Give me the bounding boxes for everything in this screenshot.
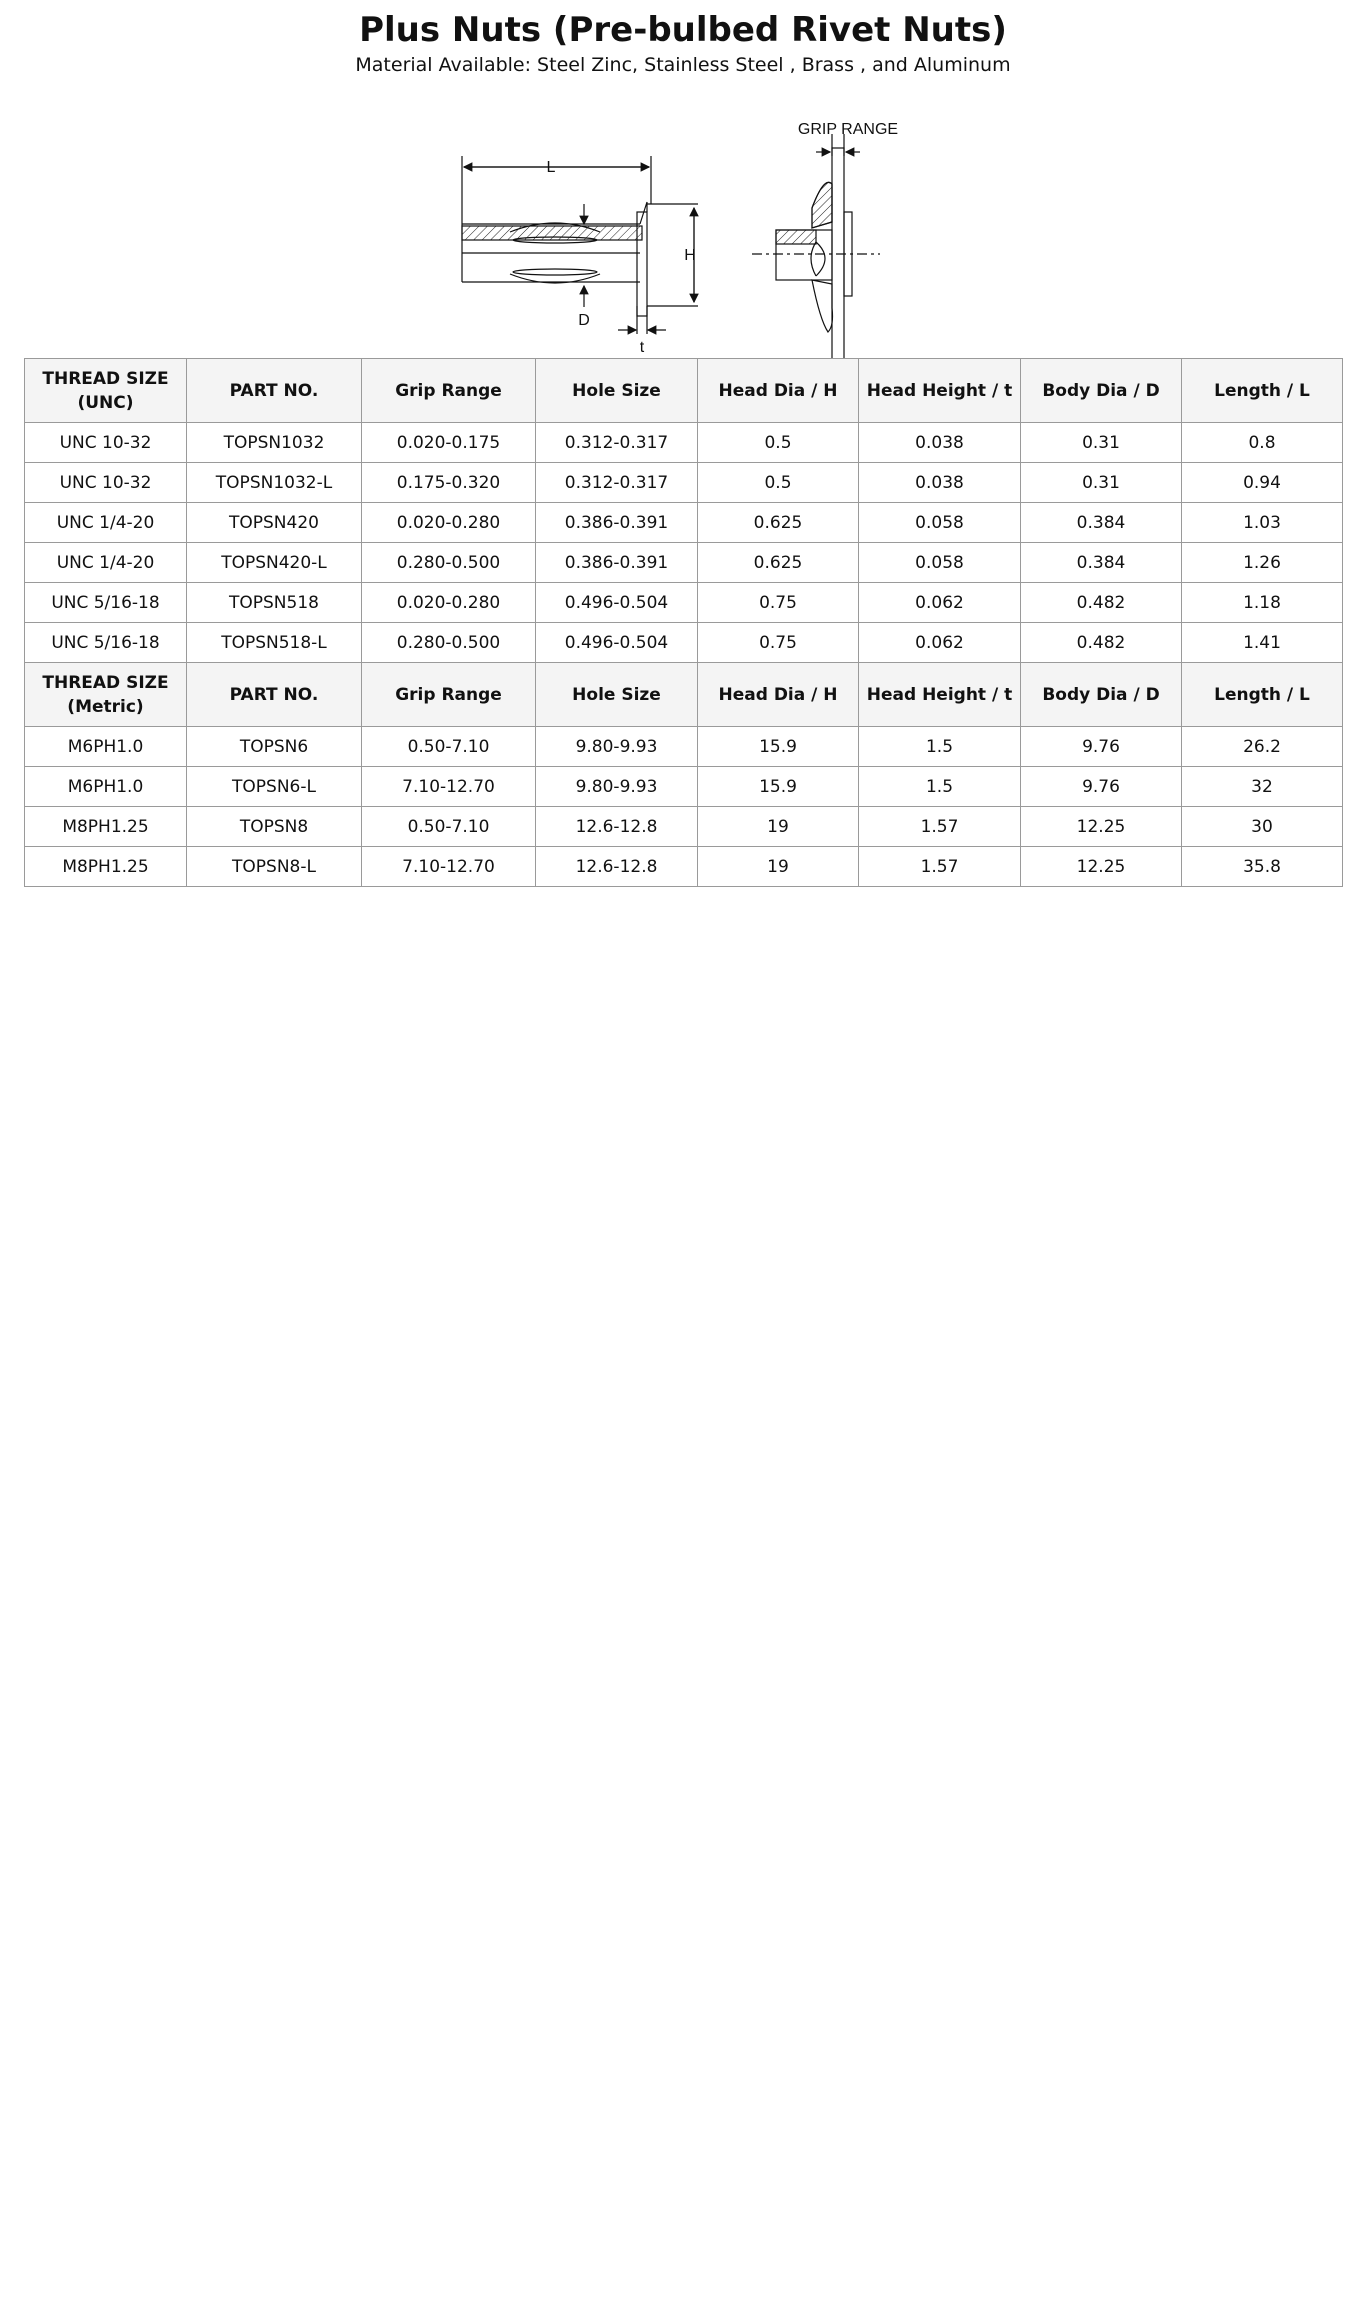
cell-length: 26.2 bbox=[1182, 727, 1343, 767]
cell-body-dia: 0.482 bbox=[1021, 583, 1182, 623]
cell-body-dia: 0.31 bbox=[1021, 463, 1182, 503]
cell-head-height: 0.058 bbox=[859, 543, 1021, 583]
cell-head-dia: 0.75 bbox=[698, 583, 859, 623]
cell-thread-size: UNC 5/16-18 bbox=[25, 623, 187, 663]
col-thread-size: THREAD SIZE (Metric) bbox=[25, 663, 187, 727]
header-row-metric bbox=[25, 663, 1343, 727]
cell-grip-range: 0.280-0.500 bbox=[362, 543, 536, 583]
col-head-height: Head Height / t bbox=[859, 663, 1021, 727]
cell-part-no: TOPSN6 bbox=[187, 727, 362, 767]
label-body-dia: D bbox=[578, 312, 590, 329]
cell-hole-size: 0.312-0.317 bbox=[536, 423, 698, 463]
cell-head-height: 1.5 bbox=[859, 727, 1021, 767]
col-hole-size: Hole Size bbox=[536, 663, 698, 727]
cell-thread-size: M6PH1.0 bbox=[25, 727, 187, 767]
cell-part-no: TOPSN1032 bbox=[187, 423, 362, 463]
cell-hole-size: 9.80-9.93 bbox=[536, 727, 698, 767]
cell-grip-range: 0.280-0.500 bbox=[362, 623, 536, 663]
table-row bbox=[25, 847, 1343, 887]
cell-length: 1.26 bbox=[1182, 543, 1343, 583]
label-length: L bbox=[546, 159, 556, 176]
cell-length: 1.41 bbox=[1182, 623, 1343, 663]
cell-thread-size: M8PH1.25 bbox=[25, 807, 187, 847]
unc-rows bbox=[25, 423, 1343, 663]
col-body-dia: Body Dia / D bbox=[1021, 359, 1182, 423]
table-row bbox=[25, 423, 1343, 463]
cell-head-height: 0.062 bbox=[859, 583, 1021, 623]
table-row bbox=[25, 463, 1343, 503]
col-hole-size: Hole Size bbox=[536, 359, 698, 423]
cell-hole-size: 0.312-0.317 bbox=[536, 463, 698, 503]
side-view-drawing bbox=[462, 156, 698, 334]
cell-grip-range: 0.175-0.320 bbox=[362, 463, 536, 503]
cell-thread-size: UNC 5/16-18 bbox=[25, 583, 187, 623]
metric-section bbox=[25, 663, 1343, 727]
col-head-height: Head Height / t bbox=[859, 359, 1021, 423]
cell-head-dia: 0.5 bbox=[698, 463, 859, 503]
cell-grip-range: 7.10-12.70 bbox=[362, 847, 536, 887]
cell-head-height: 0.058 bbox=[859, 503, 1021, 543]
cell-part-no: TOPSN518-L bbox=[187, 623, 362, 663]
header-row-unc bbox=[25, 359, 1343, 423]
cell-head-height: 1.57 bbox=[859, 807, 1021, 847]
col-grip-range: Grip Range bbox=[362, 663, 536, 727]
label-head-dia: H bbox=[684, 247, 696, 264]
cell-hole-size: 0.386-0.391 bbox=[536, 543, 698, 583]
cell-part-no: TOPSN8 bbox=[187, 807, 362, 847]
page-title: Plus Nuts (Pre-bulbed Rivet Nuts) bbox=[359, 10, 1007, 50]
cell-head-height: 0.038 bbox=[859, 423, 1021, 463]
cell-part-no: TOPSN518 bbox=[187, 583, 362, 623]
cell-head-dia: 15.9 bbox=[698, 767, 859, 807]
cell-hole-size: 12.6-12.8 bbox=[536, 847, 698, 887]
material-subtitle: Material Available: Steel Zinc, Stainless Steel , Brass , and Aluminum bbox=[355, 54, 1011, 76]
cell-thread-size: UNC 10-32 bbox=[25, 423, 187, 463]
col-body-dia: Body Dia / D bbox=[1021, 663, 1182, 727]
table-row bbox=[25, 583, 1343, 623]
cell-head-height: 1.57 bbox=[859, 847, 1021, 887]
table-row bbox=[25, 623, 1343, 663]
cell-part-no: TOPSN1032-L bbox=[187, 463, 362, 503]
col-grip-range: Grip Range bbox=[362, 359, 536, 423]
cell-hole-size: 12.6-12.8 bbox=[536, 807, 698, 847]
cell-head-dia: 0.75 bbox=[698, 623, 859, 663]
cell-grip-range: 0.020-0.175 bbox=[362, 423, 536, 463]
cell-hole-size: 0.496-0.504 bbox=[536, 583, 698, 623]
cell-head-dia: 15.9 bbox=[698, 727, 859, 767]
cell-body-dia: 0.384 bbox=[1021, 503, 1182, 543]
cell-length: 0.8 bbox=[1182, 423, 1343, 463]
table-row bbox=[25, 767, 1343, 807]
rivet-nut-diagram bbox=[440, 112, 960, 362]
cell-body-dia: 12.25 bbox=[1021, 807, 1182, 847]
cell-head-height: 1.5 bbox=[859, 767, 1021, 807]
cell-length: 1.18 bbox=[1182, 583, 1343, 623]
cell-thread-size: UNC 10-32 bbox=[25, 463, 187, 503]
table-row bbox=[25, 503, 1343, 543]
thread-unit-metric: (Metric) bbox=[67, 696, 144, 717]
cell-head-dia: 19 bbox=[698, 807, 859, 847]
cell-length: 30 bbox=[1182, 807, 1343, 847]
label-grip-range: GRIP RANGE bbox=[797, 121, 899, 138]
cell-thread-size: M6PH1.0 bbox=[25, 767, 187, 807]
cell-grip-range: 0.50-7.10 bbox=[362, 807, 536, 847]
cell-hole-size: 0.386-0.391 bbox=[536, 503, 698, 543]
cell-grip-range: 0.50-7.10 bbox=[362, 727, 536, 767]
label-head-height: t bbox=[639, 339, 645, 356]
col-length: Length / L bbox=[1182, 663, 1343, 727]
cell-grip-range: 0.020-0.280 bbox=[362, 503, 536, 543]
table-row bbox=[25, 807, 1343, 847]
cell-body-dia: 0.482 bbox=[1021, 623, 1182, 663]
cell-part-no: TOPSN8-L bbox=[187, 847, 362, 887]
cell-thread-size: M8PH1.25 bbox=[25, 847, 187, 887]
cell-head-dia: 0.5 bbox=[698, 423, 859, 463]
cell-thread-size: UNC 1/4-20 bbox=[25, 503, 187, 543]
cell-hole-size: 0.496-0.504 bbox=[536, 623, 698, 663]
cell-part-no: TOPSN420 bbox=[187, 503, 362, 543]
col-length: Length / L bbox=[1182, 359, 1343, 423]
col-thread-size: THREAD SIZE (UNC) bbox=[25, 359, 187, 423]
cell-hole-size: 9.80-9.93 bbox=[536, 767, 698, 807]
table-row bbox=[25, 727, 1343, 767]
col-part-no: PART NO. bbox=[187, 359, 362, 423]
cell-thread-size: UNC 1/4-20 bbox=[25, 543, 187, 583]
metric-rows bbox=[25, 727, 1343, 887]
thread-unit-unc: (UNC) bbox=[77, 392, 134, 413]
cell-head-dia: 0.625 bbox=[698, 503, 859, 543]
installed-view-drawing bbox=[752, 134, 880, 362]
cell-part-no: TOPSN420-L bbox=[187, 543, 362, 583]
cell-head-height: 0.062 bbox=[859, 623, 1021, 663]
cell-body-dia: 12.25 bbox=[1021, 847, 1182, 887]
table-row bbox=[25, 543, 1343, 583]
cell-head-dia: 19 bbox=[698, 847, 859, 887]
cell-head-height: 0.038 bbox=[859, 463, 1021, 503]
unc-section bbox=[25, 359, 1343, 423]
spec-table bbox=[24, 358, 1343, 887]
cell-length: 32 bbox=[1182, 767, 1343, 807]
cell-grip-range: 0.020-0.280 bbox=[362, 583, 536, 623]
col-head-dia: Head Dia / H bbox=[698, 663, 859, 727]
col-part-no: PART NO. bbox=[187, 663, 362, 727]
cell-length: 0.94 bbox=[1182, 463, 1343, 503]
col-head-dia: Head Dia / H bbox=[698, 359, 859, 423]
cell-length: 35.8 bbox=[1182, 847, 1343, 887]
cell-body-dia: 9.76 bbox=[1021, 727, 1182, 767]
cell-body-dia: 0.31 bbox=[1021, 423, 1182, 463]
cell-body-dia: 9.76 bbox=[1021, 767, 1182, 807]
cell-length: 1.03 bbox=[1182, 503, 1343, 543]
cell-grip-range: 7.10-12.70 bbox=[362, 767, 536, 807]
cell-head-dia: 0.625 bbox=[698, 543, 859, 583]
cell-body-dia: 0.384 bbox=[1021, 543, 1182, 583]
cell-part-no: TOPSN6-L bbox=[187, 767, 362, 807]
